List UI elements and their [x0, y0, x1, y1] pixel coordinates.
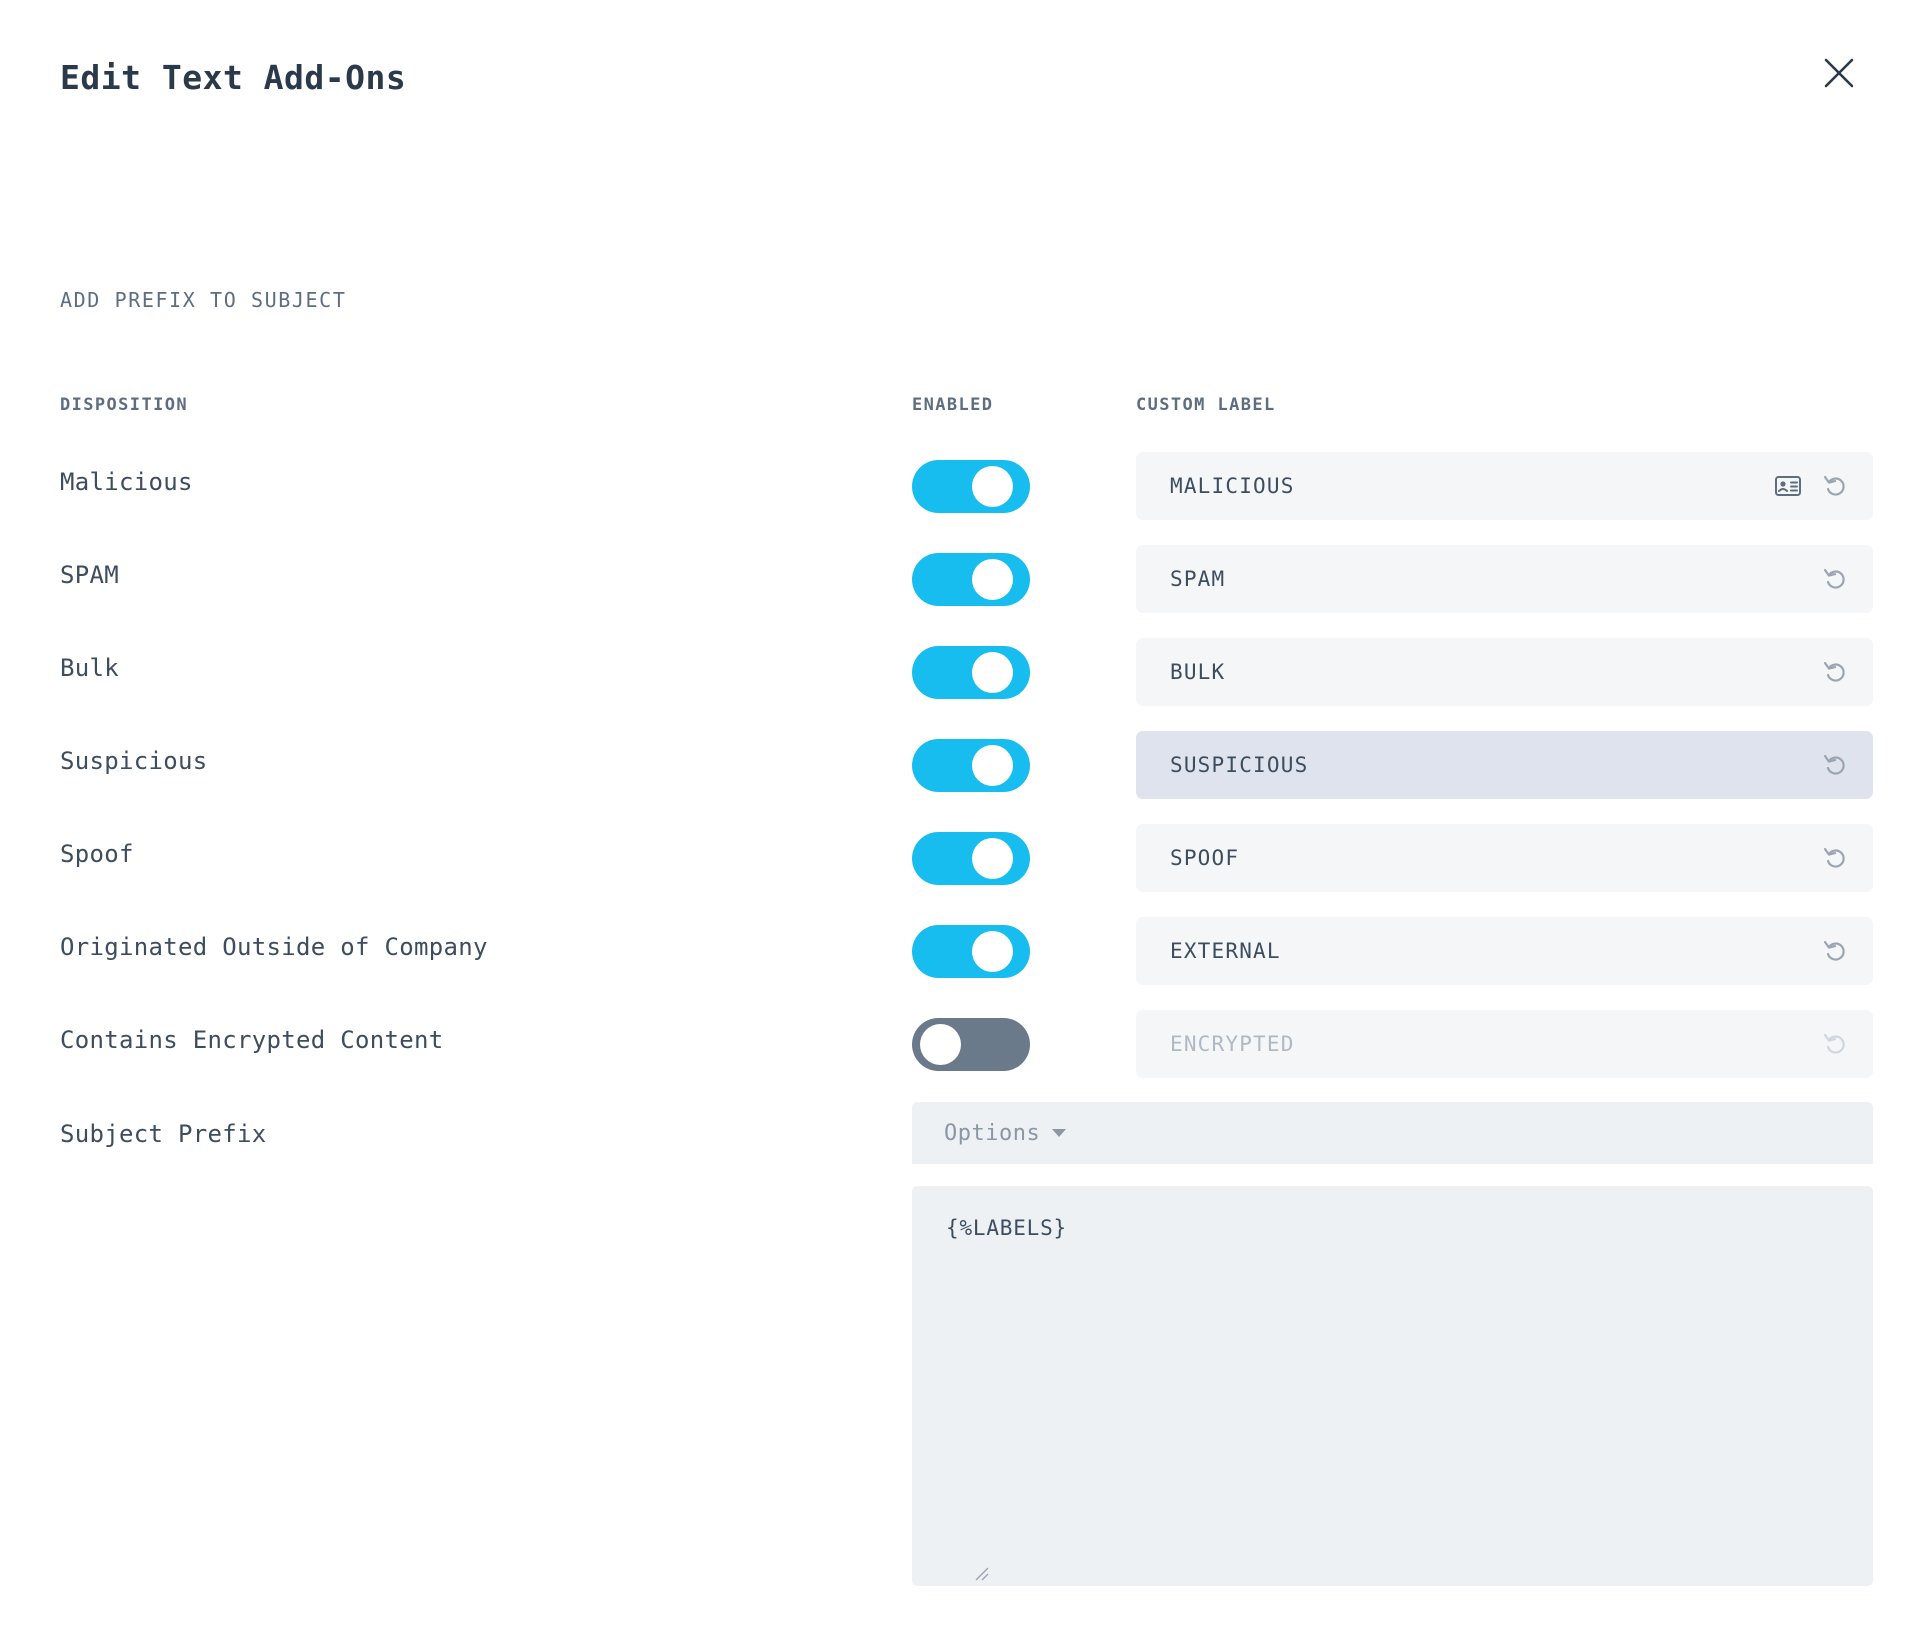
section-label: ADD PREFIX TO SUBJECT: [60, 288, 347, 312]
enabled-toggle[interactable]: [912, 739, 1030, 792]
custom-label-input[interactable]: [1136, 731, 1873, 799]
chevron-down-icon: [1052, 1129, 1066, 1137]
field-icon-group: [1821, 917, 1851, 985]
subject-prefix-textarea[interactable]: [912, 1186, 1873, 1586]
custom-label-value: BULK: [1170, 660, 1226, 684]
enabled-toggle[interactable]: [912, 460, 1030, 513]
custom-label-input[interactable]: [1136, 824, 1873, 892]
custom-label-input[interactable]: [1136, 917, 1873, 985]
field-icon-group: [1821, 638, 1851, 706]
table-row: [0, 719, 1908, 812]
disposition-label: Malicious: [60, 468, 193, 496]
disposition-label: Spoof: [60, 840, 134, 868]
revert-icon[interactable]: [1821, 657, 1851, 687]
field-icon-group: [1773, 452, 1851, 520]
custom-label-input[interactable]: [1136, 1010, 1873, 1078]
custom-label-input[interactable]: [1136, 545, 1873, 613]
close-icon[interactable]: [1816, 50, 1862, 96]
table-row: [0, 440, 1908, 533]
custom-label-value: SPAM: [1170, 567, 1226, 591]
custom-label-value: SPOOF: [1170, 846, 1240, 870]
disposition-label: Bulk: [60, 654, 119, 682]
column-header-disposition: DISPOSITION: [60, 395, 188, 415]
toggle-knob: [972, 838, 1013, 879]
toggle-knob: [972, 745, 1013, 786]
enabled-toggle[interactable]: [912, 553, 1030, 606]
toggle-knob: [972, 931, 1013, 972]
custom-label-value: EXTERNAL: [1170, 939, 1281, 963]
enabled-toggle[interactable]: [912, 1018, 1030, 1071]
custom-label-value: MALICIOUS: [1170, 474, 1295, 498]
table-row: [0, 533, 1908, 626]
options-button-label: Options: [944, 1120, 1041, 1146]
revert-icon[interactable]: [1821, 936, 1851, 966]
column-header-custom-label: CUSTOM LABEL: [1136, 395, 1276, 415]
insert-variable-icon[interactable]: [1773, 471, 1803, 501]
table-row: [0, 905, 1908, 998]
toggle-knob: [972, 466, 1013, 507]
toggle-knob: [972, 652, 1013, 693]
field-icon-group: [1821, 545, 1851, 613]
field-icon-group: [1821, 731, 1851, 799]
field-icon-group: [1821, 1010, 1851, 1078]
revert-icon[interactable]: [1821, 471, 1851, 501]
table-row: [0, 626, 1908, 719]
close-glyph: [1822, 56, 1856, 90]
custom-label-value: ENCRYPTED: [1170, 1032, 1295, 1056]
custom-label-input[interactable]: [1136, 452, 1873, 520]
disposition-label: Suspicious: [60, 747, 208, 775]
options-button[interactable]: [944, 1121, 1066, 1146]
toggle-knob: [972, 559, 1013, 600]
subject-prefix-toolbar: [912, 1102, 1873, 1164]
enabled-toggle[interactable]: [912, 925, 1030, 978]
revert-icon[interactable]: [1821, 843, 1851, 873]
toggle-knob: [920, 1024, 961, 1065]
revert-icon[interactable]: [1821, 750, 1851, 780]
custom-label-input[interactable]: [1136, 638, 1873, 706]
enabled-toggle[interactable]: [912, 832, 1030, 885]
table-row: [0, 812, 1908, 905]
disposition-label: Originated Outside of Company: [60, 933, 488, 961]
revert-icon[interactable]: [1821, 564, 1851, 594]
custom-label-value: SUSPICIOUS: [1170, 753, 1309, 777]
revert-icon[interactable]: [1821, 1029, 1851, 1059]
table-row: [0, 998, 1908, 1091]
disposition-label: SPAM: [60, 561, 119, 589]
column-header-enabled: ENABLED: [912, 395, 994, 415]
page-title: Edit Text Add-Ons: [60, 58, 407, 97]
disposition-label: Contains Encrypted Content: [60, 1026, 444, 1054]
enabled-toggle[interactable]: [912, 646, 1030, 699]
subject-prefix-label: Subject Prefix: [60, 1120, 267, 1148]
field-icon-group: [1821, 824, 1851, 892]
